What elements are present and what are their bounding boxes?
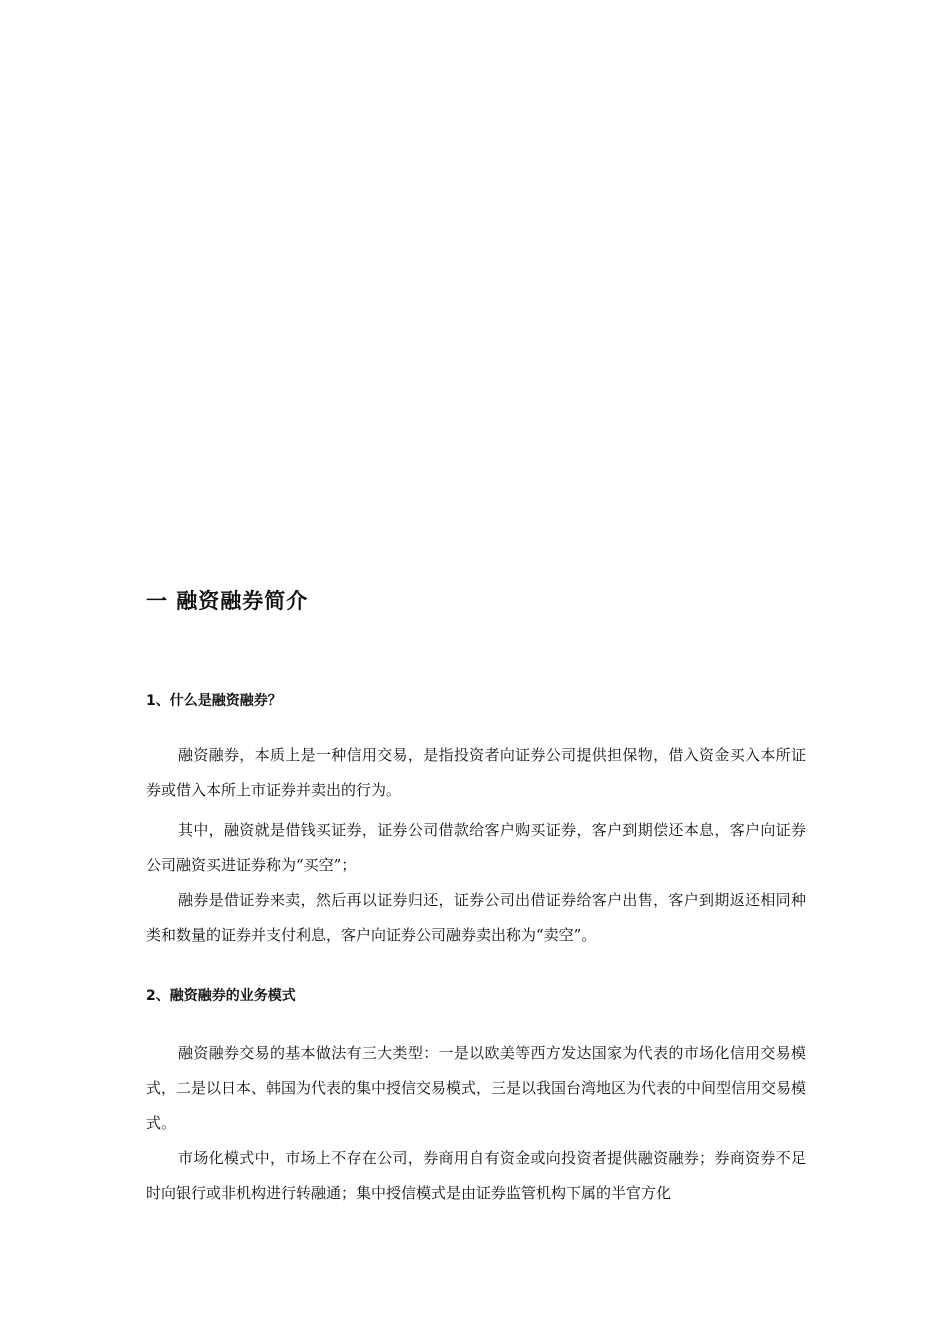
chapter-title: 一 融资融券简介 [146,589,309,613]
section2-paragraph-2: 市场化模式中，市场上不存在公司，券商用自有资金或向投资者提供融资融券；券商资券不足时向银行或非机构进行转融通；集中授信模式是由证券监管机构下属的半官方化 [146,1149,806,1202]
section-heading-1: 1、什么是融资融券？ [146,693,282,709]
section1-paragraph-2: 其中，融资就是借钱买证券，证券公司借款给客户购买证券，客户到期偿还本息，客户向证券公司融资买进证券称为“买空”； [146,821,806,874]
section2-paragraph-1: 融资融券交易的基本做法有三大类型：一是以欧美等西方发达国家为代表的市场化信用交易模式，二是以日本、韩国为代表的集中授信交易模式，三是以我国台湾地区为代表的中间型信用交易模式。 [146,1044,807,1132]
section1-paragraph-3: 融券是借证券来卖，然后再以证券归还，证券公司出借证券给客户出售，客户到期返还相同种类和数量的证券并支付利息，客户向证券公司融券卖出称为“卖空”。 [146,891,806,944]
section-heading-2: 2、融资融券的业务模式 [146,988,296,1004]
section1-paragraph-1: 融资融券，本质上是一种信用交易，是指投资者向证券公司提供担保物，借入资金买入本所证券或借入本所上市证券并卖出的行为。 [146,746,806,799]
